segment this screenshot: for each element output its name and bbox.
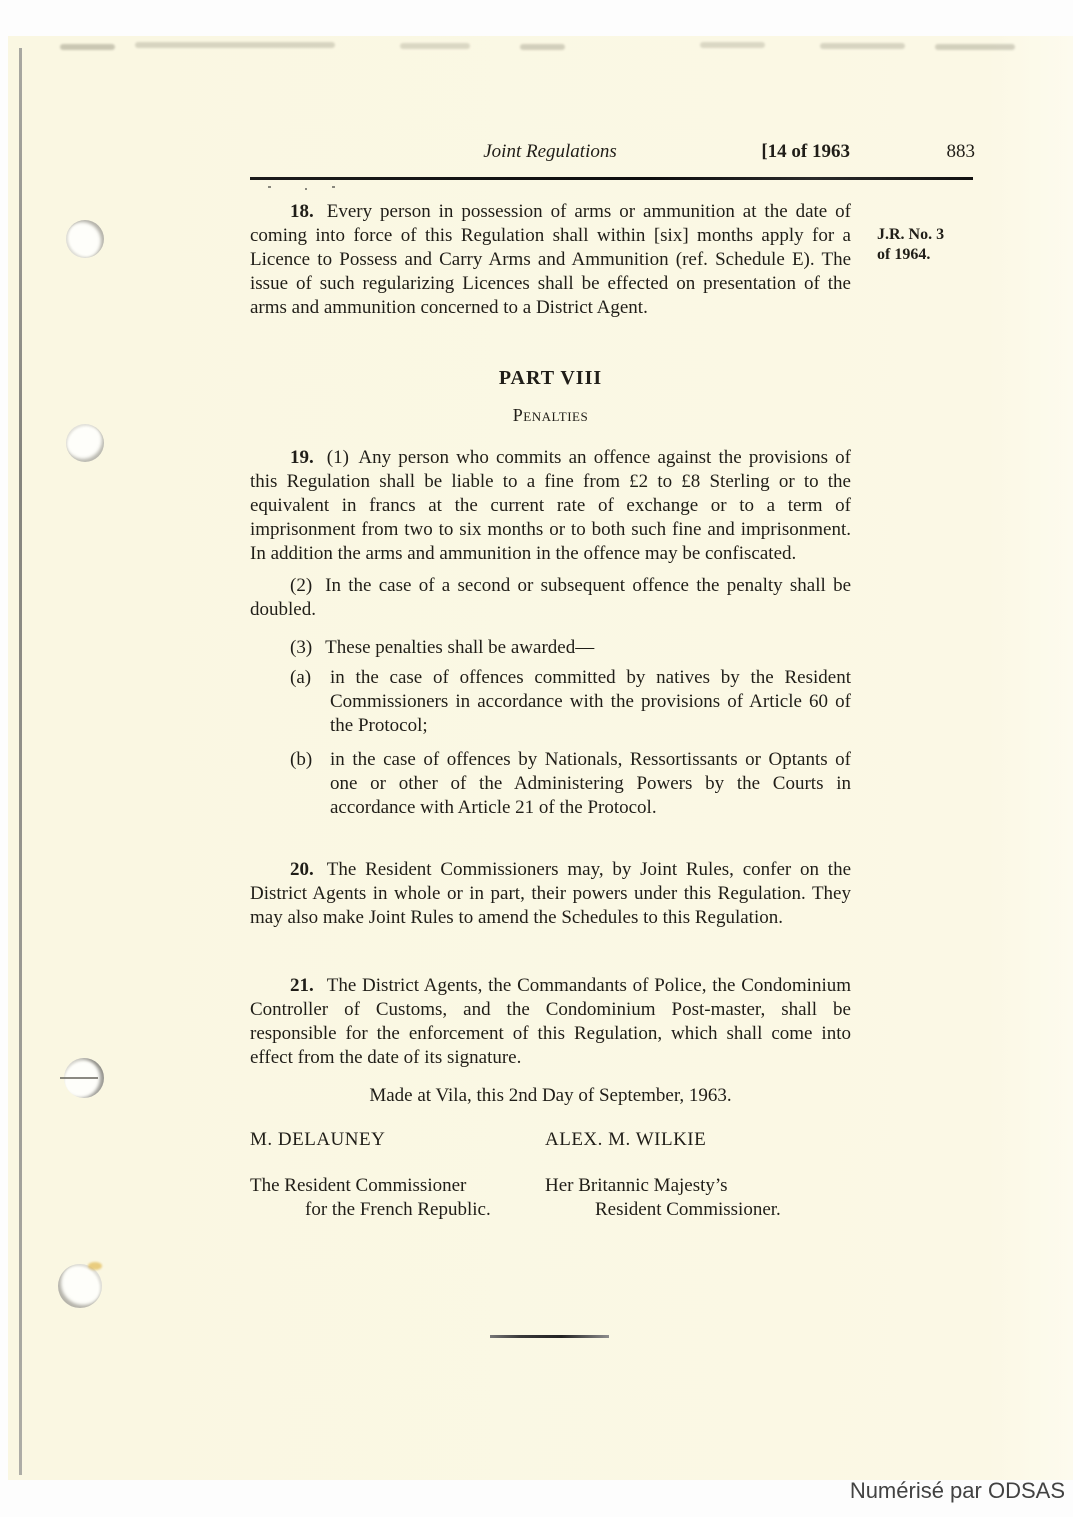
paragraph-text: The Resident Commissioners may, by Joint Rules, confer on the District Agents in whole or in part, their powers under this Regulation. They may also make Joint Rules to amend the Schedules to this Regulation. <box>250 859 851 928</box>
paragraph-number: 20. <box>290 859 314 880</box>
header-rule <box>250 177 973 180</box>
yellow-smudge <box>88 1262 102 1270</box>
page-number: 883 <box>946 141 975 162</box>
scan-speck <box>332 186 335 188</box>
marginal-note-line: of 1964. <box>877 246 931 263</box>
signature-names <box>250 1128 851 1152</box>
list-item-text: in the case of offences by Nationals, Ressortissants or Optants of one or other of the Administering Powers by the Courts in accordance with Article 21 of the Protocol. <box>330 749 851 818</box>
scan-top-smudge <box>935 44 1015 50</box>
signature-title-line: for the French Republic. <box>305 1199 491 1220</box>
paragraph-text: The District Agents, the Commandants of Police, the Condominium Controller of Customs, and the Condominium Post-master, shall be responsible for the enforcement of this Regulation, which shall come into effect from the date of its signature. <box>250 975 851 1068</box>
regulation-reference: [14 of 1963 <box>761 141 850 162</box>
enactment-line: Made at Vila, this 2nd Day of September, 1963. <box>369 1085 732 1106</box>
signature-title-line: Her Britannic Majesty’s <box>545 1175 728 1196</box>
paragraph-text: These penalties shall be awarded— <box>325 637 595 658</box>
punch-hole <box>58 1264 102 1308</box>
paragraph-19-1 <box>250 446 851 566</box>
list-item-label: (b) <box>290 749 313 770</box>
paragraph-number: 21. <box>290 975 314 996</box>
signature-name-british: ALEX. M. WILKIE <box>545 1129 707 1150</box>
scan-top-smudge <box>135 42 335 48</box>
scan-speck <box>305 188 307 190</box>
paragraph-number: (3) <box>290 637 313 658</box>
scan-top-smudge <box>520 44 565 50</box>
paragraph-text: (1) Any person who commits an offence against the provisions of this Regulation shall be liable to a fine from £2 to £8 Sterling or to the equivalent in francs at the current rate of exchange or to a term of imprisonment from two to six months or to both such fine and imprisonment. In addition the arms and ammunition in the offence may be confiscated. <box>250 447 851 564</box>
signature-title-british <box>545 1174 835 1222</box>
punch-hole <box>66 220 104 258</box>
paragraph-text: In the case of a second or subsequent offence the penalty shall be doubled. <box>250 575 851 620</box>
scan-left-edge-line <box>19 48 22 1475</box>
end-rule <box>490 1335 609 1338</box>
scan-top-smudge <box>400 43 470 49</box>
signature-title-line: The Resident Commissioner <box>250 1175 467 1196</box>
punch-hole <box>66 424 104 462</box>
signature-name-french: M. DELAUNEY <box>250 1129 386 1150</box>
list-item-text: in the case of offences committed by natives by the Resident Commissioners in accordance with the provisions of Article 60 of the Protocol; <box>330 667 851 736</box>
paragraph-20 <box>250 858 851 930</box>
paragraph-19-3 <box>250 636 851 660</box>
marginal-note <box>877 225 973 265</box>
paragraph-21 <box>250 974 851 1070</box>
signature-titles <box>250 1174 851 1222</box>
scan-speck <box>268 186 271 188</box>
paragraph-18 <box>250 200 851 320</box>
list-item-a <box>250 666 851 738</box>
list-item-label: (a) <box>290 667 312 688</box>
document-body <box>250 200 851 1222</box>
paragraph-text: Every person in possession of arms or ammunition at the date of coming into force of this Regulation shall within [six] months apply for a Licence to Possess and Carry Arms and Ammunition (ref. Schedule E). The issue of such regularizing Licences shall be effected on presentation of the arms and ammunition concerned to a District Agent. <box>250 201 851 318</box>
signature-title-french <box>250 1174 530 1222</box>
list-item-b <box>250 748 851 820</box>
paragraph-19-2 <box>250 574 851 622</box>
punch-hole-line-mark <box>60 1077 98 1079</box>
page-header <box>250 141 975 165</box>
part-heading: PART VIII <box>498 367 603 389</box>
scan-top-smudge <box>700 42 765 48</box>
scan-top-smudge <box>60 44 115 50</box>
paragraph-number: 19. <box>290 447 314 468</box>
scan-credit: Numérisé par ODSAS <box>849 1478 1065 1503</box>
paragraph-number: 18. <box>290 201 314 222</box>
marginal-note-line: J.R. No. 3 <box>877 226 945 243</box>
running-title: Joint Regulations <box>483 141 617 162</box>
scan-top-smudge <box>820 43 905 49</box>
part-subheading: Penalties <box>512 405 589 425</box>
signature-title-line: Resident Commissioner. <box>595 1199 781 1220</box>
paragraph-number: (2) <box>290 575 313 596</box>
